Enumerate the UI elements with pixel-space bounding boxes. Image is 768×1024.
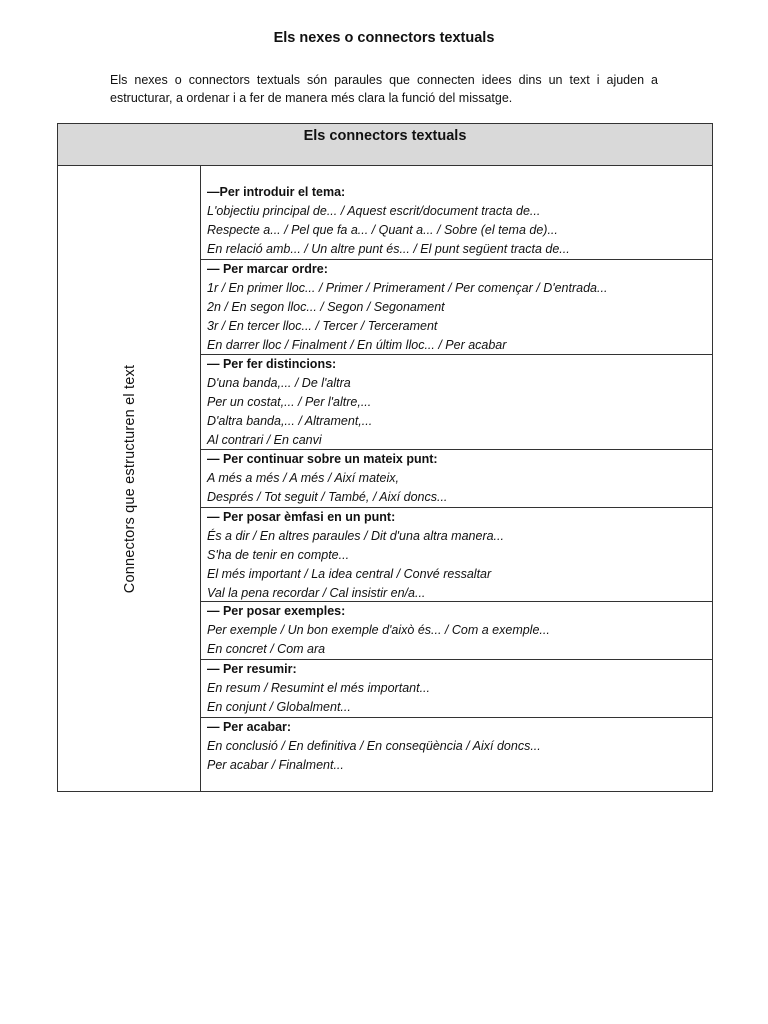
table-header: Els connectors textuals (58, 124, 712, 166)
section-line: D'una banda,... / De l'altra (207, 376, 351, 390)
section-line: A més a més / A més / Així mateix, (207, 471, 399, 485)
sections-column (201, 166, 712, 791)
section-line: 2n / En segon lloc... / Segon / Segonament (207, 300, 445, 314)
section-heading: — Per continuar sobre un mateix punt: (207, 452, 438, 466)
section-line: 3r / En tercer lloc... / Tercer / Tercerament (207, 319, 438, 333)
section-conclude (201, 718, 712, 791)
section-line: És a dir / En altres paraules / Dit d'una altra manera... (207, 529, 504, 543)
section-heading: — Per posar exemples: (207, 604, 346, 618)
section-line: En conclusió / En definitiva / En conseqüència / Així doncs... (207, 739, 541, 753)
section-line: En relació amb... / Un altre punt és... / El punt següent tracta de... (207, 242, 570, 256)
section-line: Per acabar / Finalment... (207, 758, 344, 772)
section-distinctions (201, 355, 712, 450)
section-examples (201, 602, 712, 660)
section-summarize (201, 660, 712, 718)
section-line: D'altra banda,... / Altrament,... (207, 414, 373, 428)
section-line: Val la pena recordar / Cal insistir en/a... (207, 586, 426, 600)
section-line: S'ha de tenir en compte... (207, 548, 350, 562)
section-line: Després / Tot seguit / També, / Així doncs... (207, 490, 448, 504)
document-title: Els nexes o connectors textuals (273, 30, 495, 46)
section-heading: —Per introduir el tema: (207, 185, 346, 199)
section-mark-order (201, 260, 712, 355)
section-line: L'objectiu principal de... / Aquest escrit/document tracta de... (207, 204, 541, 218)
section-line: 1r / En primer lloc... / Primer / Primerament / Per començar / D'entrada... (207, 281, 608, 295)
section-line: Per exemple / Un bon exemple d'això és... / Com a exemple... (207, 623, 550, 637)
section-continue (201, 450, 712, 508)
section-line: En darrer lloc / Finalment / En últim lloc... / Per acabar (207, 338, 507, 352)
section-emphasis (201, 508, 712, 602)
intro-paragraph: Els nexes o connectors textuals són paraules que connecten idees dins un text i ajuden a estructurar, a ordenar i a fer de manera més clara la funció del missatge. (110, 73, 658, 105)
section-line: El més important / La idea central / Convé ressaltar (207, 567, 492, 581)
section-heading: — Per marcar ordre: (207, 262, 328, 276)
section-heading: — Per fer distincions: (207, 357, 337, 371)
section-heading: — Per acabar: (207, 720, 292, 734)
side-label: Connectors que estructuren el text (122, 364, 138, 594)
side-label-cell (58, 166, 201, 791)
section-line: En concret / Com ara (207, 642, 326, 656)
section-line: Per un costat,... / Per l'altre,... (207, 395, 372, 409)
section-line: Respecte a... / Pel que fa a... / Quant a... / Sobre (el tema de)... (207, 223, 558, 237)
section-introduce-topic (201, 166, 712, 260)
section-heading: — Per posar èmfasi en un punt: (207, 510, 396, 524)
section-line: En resum / Resumint el més important... (207, 681, 430, 695)
section-heading: — Per resumir: (207, 662, 297, 676)
section-line: En conjunt / Globalment... (207, 700, 351, 714)
connectors-table (57, 123, 713, 792)
section-line: Al contrari / En canvi (207, 433, 322, 447)
